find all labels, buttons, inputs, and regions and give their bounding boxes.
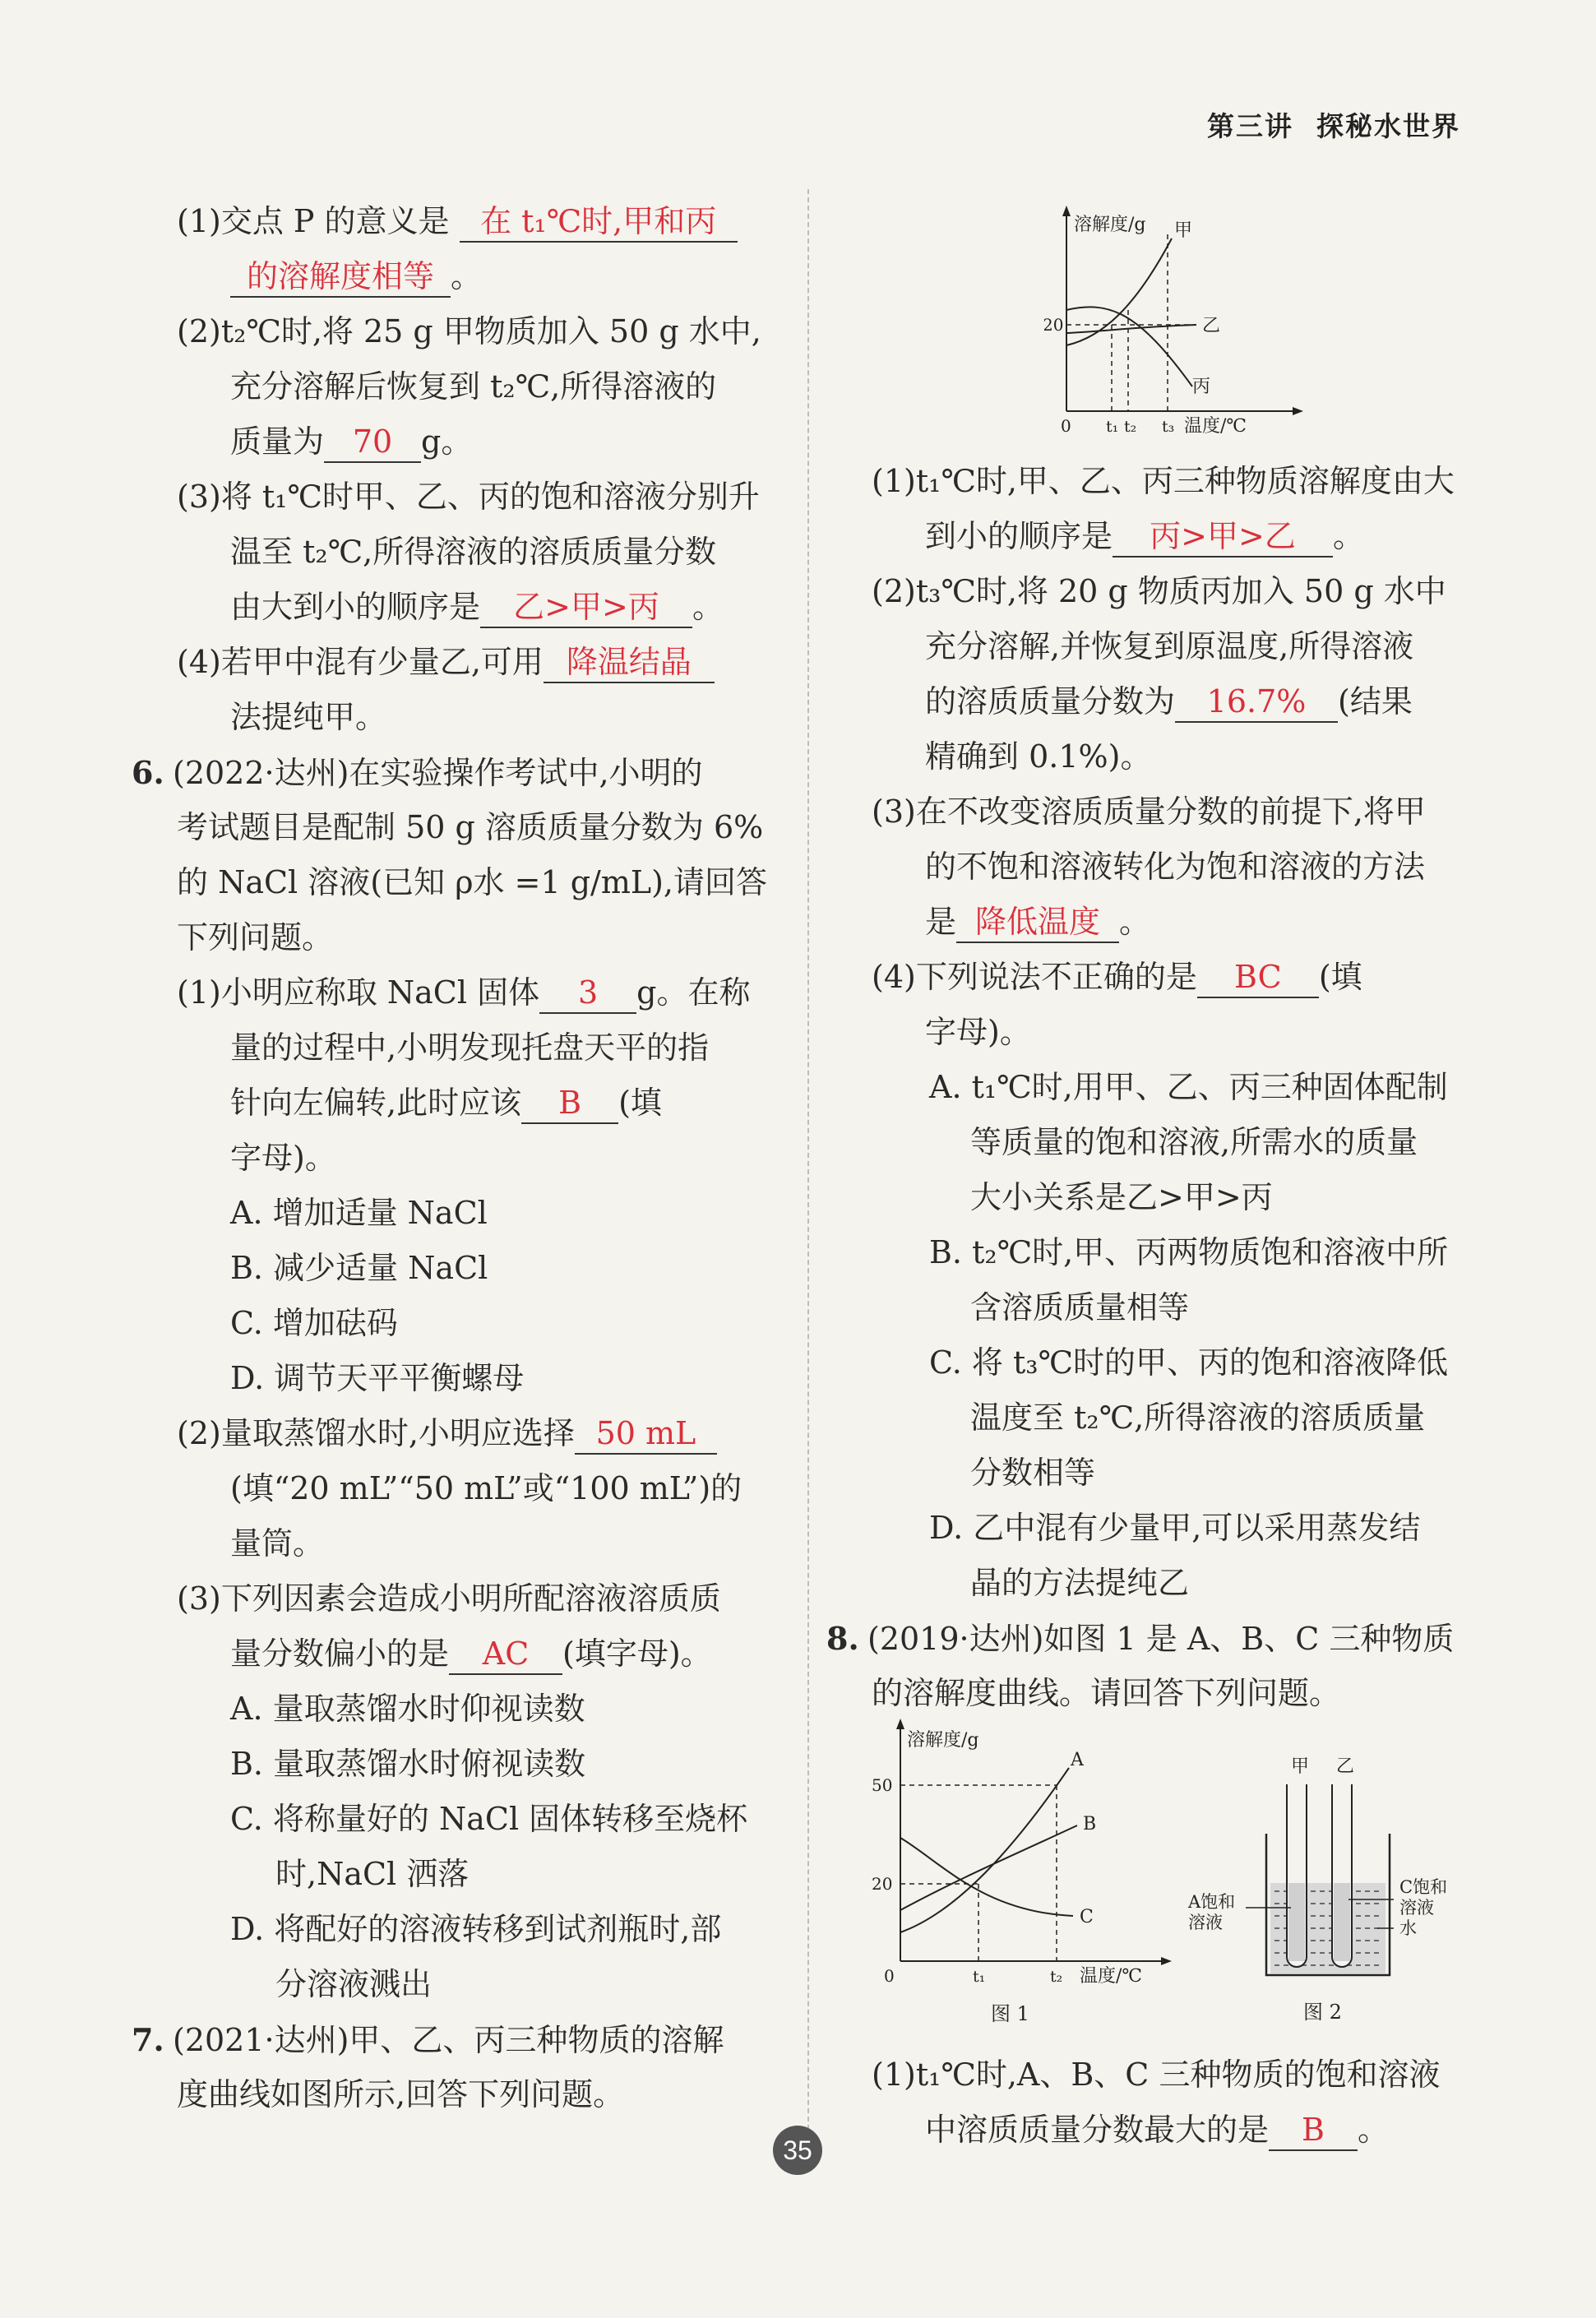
curve-yi xyxy=(1066,325,1196,333)
figure2-caption: 图 2 xyxy=(1303,2001,1342,2024)
q7-number: 7. xyxy=(132,2021,164,2058)
y-axis-label: 溶解度/g xyxy=(1074,215,1146,235)
x-tick-t1: t₁ xyxy=(1106,418,1119,436)
curve-C xyxy=(900,1838,1073,1916)
label-B: B xyxy=(1083,1814,1097,1835)
q6-3-line2: 量分数偏小的是 AC (填字母)。 xyxy=(177,1626,769,1682)
q6-2-answer: 50 mL xyxy=(575,1413,717,1455)
label-C-saturated: C饱和 xyxy=(1399,1877,1448,1897)
q7-2-answer: 16.7% xyxy=(1175,682,1338,723)
label-bing: 丙 xyxy=(1192,377,1211,397)
q7-4-optionA3: 大小关系是乙>甲>丙 xyxy=(970,1179,1273,1215)
q7-4-optionB2: 含溶质质量相等 xyxy=(970,1289,1190,1326)
y-tick-20: 20 xyxy=(872,1874,893,1894)
q5-1-line1: (1)交点 P 的意义是 在 t₁℃时,甲和丙 xyxy=(177,194,769,249)
q5-3-line3: 由大到小的顺序是 乙>甲>丙 。 xyxy=(177,580,769,635)
q7-2-line2: 充分溶解,并恢复到原温度,所得溶液 xyxy=(925,628,1414,664)
page-header xyxy=(1207,105,1460,144)
chapter-title: 探秘水世界 xyxy=(1316,110,1460,142)
q5-2-answer: 70 xyxy=(324,422,421,463)
q7-4-optionC2: 温度至 t₂℃,所得溶液的溶质质量 xyxy=(970,1400,1426,1436)
q7-2-line4: 精确到 0.1%)。 xyxy=(925,738,1152,775)
x-tick-t2: t₂ xyxy=(1050,1968,1063,1986)
q7-4-answer: BC xyxy=(1197,957,1319,998)
q7-line2: 度曲线如图所示,回答下列问题。 xyxy=(177,2076,625,2112)
q7-4-line1: (4)下列说法不正确的是 BC (填 xyxy=(872,950,1468,1005)
q7-4-line2: 字母)。 xyxy=(925,1014,1031,1050)
q7-4-optionA1: A. t₁℃时,用甲、乙、丙三种固体配制 xyxy=(929,1069,1448,1105)
q6-1-answer: 3 xyxy=(539,973,636,1014)
q5-4-line2: 法提纯甲。 xyxy=(230,699,387,735)
q6-1-line2: 量的过程中,小明发现托盘天平的指 xyxy=(230,1029,710,1066)
q7-2-line3: 的溶质质量分数为 16.7% (结果 xyxy=(872,674,1468,729)
q7-1-line2: 到小的顺序是 丙>甲>乙 。 xyxy=(872,509,1468,564)
q6-number: 6. xyxy=(132,754,164,791)
column-divider xyxy=(807,189,809,2146)
q7-1-answer: 丙>甲>乙 xyxy=(1113,516,1333,558)
q7-solubility-chart xyxy=(1044,201,1316,440)
q7-2-line1: (2)t₃℃时,将 20 g 物质丙加入 50 g 水中 xyxy=(872,573,1446,609)
tube-label-yi: 乙 xyxy=(1336,1756,1355,1777)
label-water: 水 xyxy=(1399,1918,1417,1938)
q6-3-optionC1: C. 将称量好的 NaCl 固体转移至烧杯 xyxy=(230,1801,748,1837)
q6-3-answer: AC xyxy=(449,1634,562,1675)
q6-1-optionC: C. 增加砝码 xyxy=(230,1305,398,1341)
q6-1-answer2: B xyxy=(521,1083,618,1124)
q6-3-optionD2: 分溶液溅出 xyxy=(275,1966,433,2002)
q6-line4: 下列问题。 xyxy=(177,919,334,955)
left-column xyxy=(132,194,769,2122)
curve-bing xyxy=(1066,307,1192,386)
q8-1-answer: B xyxy=(1269,2110,1358,2151)
x-axis-arrow xyxy=(1293,407,1303,415)
q6-1-line3: 针向左偏转,此时应该 B (填 xyxy=(177,1076,769,1131)
q7-3-line2: 的不饱和溶液转化为饱和溶液的方法 xyxy=(925,849,1426,885)
curve-A xyxy=(900,1768,1069,1932)
q6-1-line1: (1)小明应称取 NaCl 固体 3 g。在称 xyxy=(177,965,769,1020)
q8-number: 8. xyxy=(826,1620,859,1657)
q5-2-line3: 质量为 70 g。 xyxy=(177,414,769,470)
right-column xyxy=(826,454,1468,1721)
q8-1-line2: 中溶质质量分数最大的是 B 。 xyxy=(872,2103,1468,2158)
y-axis-arrow xyxy=(1062,206,1071,216)
q6-line3: 的 NaCl 溶液(已知 ρ水 =1 g/mL),请回答 xyxy=(177,864,768,900)
q7-3-line1: (3)在不改变溶质质量分数的前提下,将甲 xyxy=(872,793,1426,830)
page-number: 35 xyxy=(773,2126,822,2175)
q7-4-optionA2: 等质量的饱和溶液,所需水的质量 xyxy=(970,1124,1418,1160)
label-yi: 乙 xyxy=(1202,316,1221,336)
q7-4-optionD1: D. 乙中混有少量甲,可以采用蒸发结 xyxy=(929,1510,1421,1546)
origin-label: 0 xyxy=(1061,416,1071,436)
q6-1-line4: 字母)。 xyxy=(230,1140,336,1176)
x-tick-t2: t₂ xyxy=(1124,418,1137,436)
q8-figure1 xyxy=(867,1714,1180,2030)
q5-2-line1: (2)t₂℃时,将 25 g 甲物质加入 50 g 水中, xyxy=(177,313,761,349)
q7-4-optionD2: 晶的方法提纯乙 xyxy=(970,1565,1190,1601)
q5-3-line2: 温至 t₂℃,所得溶液的溶质质量分数 xyxy=(230,534,717,570)
q6-3-optionA: A. 量取蒸馏水时仰视读数 xyxy=(230,1691,585,1727)
q6-2-line2: (填“20 mL”“50 mL”或“100 mL”)的 xyxy=(230,1470,742,1506)
q7-4-optionC3: 分数相等 xyxy=(970,1455,1096,1491)
q7-4-optionC1: C. 将 t₃℃时的甲、丙的饱和溶液降低 xyxy=(929,1344,1448,1381)
chapter-label: 第三讲 xyxy=(1207,110,1293,142)
q7-1-line1: (1)t₁℃时,甲、乙、丙三种物质溶解度由大 xyxy=(872,463,1455,499)
q5-4-line1: (4)若甲中混有少量乙,可用 降温结晶 xyxy=(177,635,769,690)
label-A: A xyxy=(1071,1750,1084,1770)
x-axis-label: 温度/℃ xyxy=(1184,416,1247,437)
q6-1-optionB: B. 减少适量 NaCl xyxy=(230,1250,488,1286)
q7-3-line3: 是 降低温度 。 xyxy=(872,895,1468,950)
figure1-caption: 图 1 xyxy=(991,2002,1029,2025)
x-axis-label: 温度/℃ xyxy=(1080,1966,1143,1987)
q7-3-answer: 降低温度 xyxy=(956,902,1119,943)
q8-figure2 xyxy=(1184,1751,1472,2030)
q6-2-line1: (2)量取蒸馏水时,小明应选择 50 mL xyxy=(177,1406,769,1461)
q5-3-answer: 乙>甲>丙 xyxy=(480,587,692,628)
y-tick-20: 20 xyxy=(1044,315,1064,335)
q6-3-optionB: B. 量取蒸馏水时俯视读数 xyxy=(230,1746,586,1782)
x-tick-t1: t₁ xyxy=(973,1968,986,1986)
y-axis-arrow xyxy=(896,1719,904,1729)
q8-line1: 8. (2019·达州)如图 1 是 A、B、C 三种物质 xyxy=(872,1611,1468,1666)
x-axis-arrow xyxy=(1161,1957,1172,1965)
q5-4-answer: 降温结晶 xyxy=(544,642,715,683)
x-tick-t3: t₃ xyxy=(1162,418,1175,436)
y-axis-label: 溶解度/g xyxy=(907,1730,979,1751)
label-C: C xyxy=(1080,1907,1094,1927)
tube-yi-liquid xyxy=(1334,1883,1350,1961)
q8-1-block xyxy=(872,2047,1468,2158)
q5-1-answer: 在 t₁℃时,甲和丙 xyxy=(460,201,738,243)
tube-jia-liquid xyxy=(1288,1883,1305,1961)
label-A-solution: 溶液 xyxy=(1188,1913,1223,1932)
y-tick-50: 50 xyxy=(872,1775,893,1795)
q6-3-optionD1: D. 将配好的溶液转移到试剂瓶时,部 xyxy=(230,1911,722,1947)
q5-2-line2: 充分溶解后恢复到 t₂℃,所得溶液的 xyxy=(230,368,717,405)
label-A-saturated: A饱和 xyxy=(1188,1892,1236,1912)
q5-1-line2: 的溶解度相等 。 xyxy=(177,249,769,304)
tube-label-jia: 甲 xyxy=(1291,1756,1310,1777)
q5-1-answer2: 的溶解度相等 xyxy=(230,257,451,298)
label-C-solution: 溶液 xyxy=(1399,1898,1434,1918)
q6-1-optionA: A. 增加适量 NaCl xyxy=(230,1195,488,1231)
q7-solubility-figure xyxy=(1044,201,1316,443)
label-jia: 甲 xyxy=(1174,220,1193,241)
q6-line2: 考试题目是配制 50 g 溶质质量分数为 6% xyxy=(177,809,764,845)
q7-line1: 7. (2021·达州)甲、乙、丙三种物质的溶解 xyxy=(177,2012,769,2067)
q8-test-tube-diagram xyxy=(1184,1751,1472,2027)
origin-label: 0 xyxy=(884,1966,895,1986)
q6-1-optionD: D. 调节天平平衡螺母 xyxy=(230,1360,525,1396)
q6-2-line3: 量筒。 xyxy=(230,1525,325,1562)
q6-line1: 6. (2022·达州)在实验操作考试中,小明的 xyxy=(177,745,769,800)
curve-B xyxy=(900,1825,1077,1910)
q8-1-line1: (1)t₁℃时,A、B、C 三种物质的饱和溶液 xyxy=(872,2057,1441,2093)
q5-3-line1: (3)将 t₁℃时甲、乙、丙的饱和溶液分别升 xyxy=(177,479,760,515)
q6-3-line1: (3)下列因素会造成小明所配溶液溶质质 xyxy=(177,1580,721,1617)
q7-4-optionB1: B. t₂℃时,甲、丙两物质饱和溶液中所 xyxy=(929,1234,1449,1270)
q6-3-optionC2: 时,NaCl 洒落 xyxy=(275,1856,470,1892)
q8-line2: 的溶解度曲线。请回答下列问题。 xyxy=(872,1675,1341,1711)
q8-solubility-chart xyxy=(867,1714,1180,2027)
